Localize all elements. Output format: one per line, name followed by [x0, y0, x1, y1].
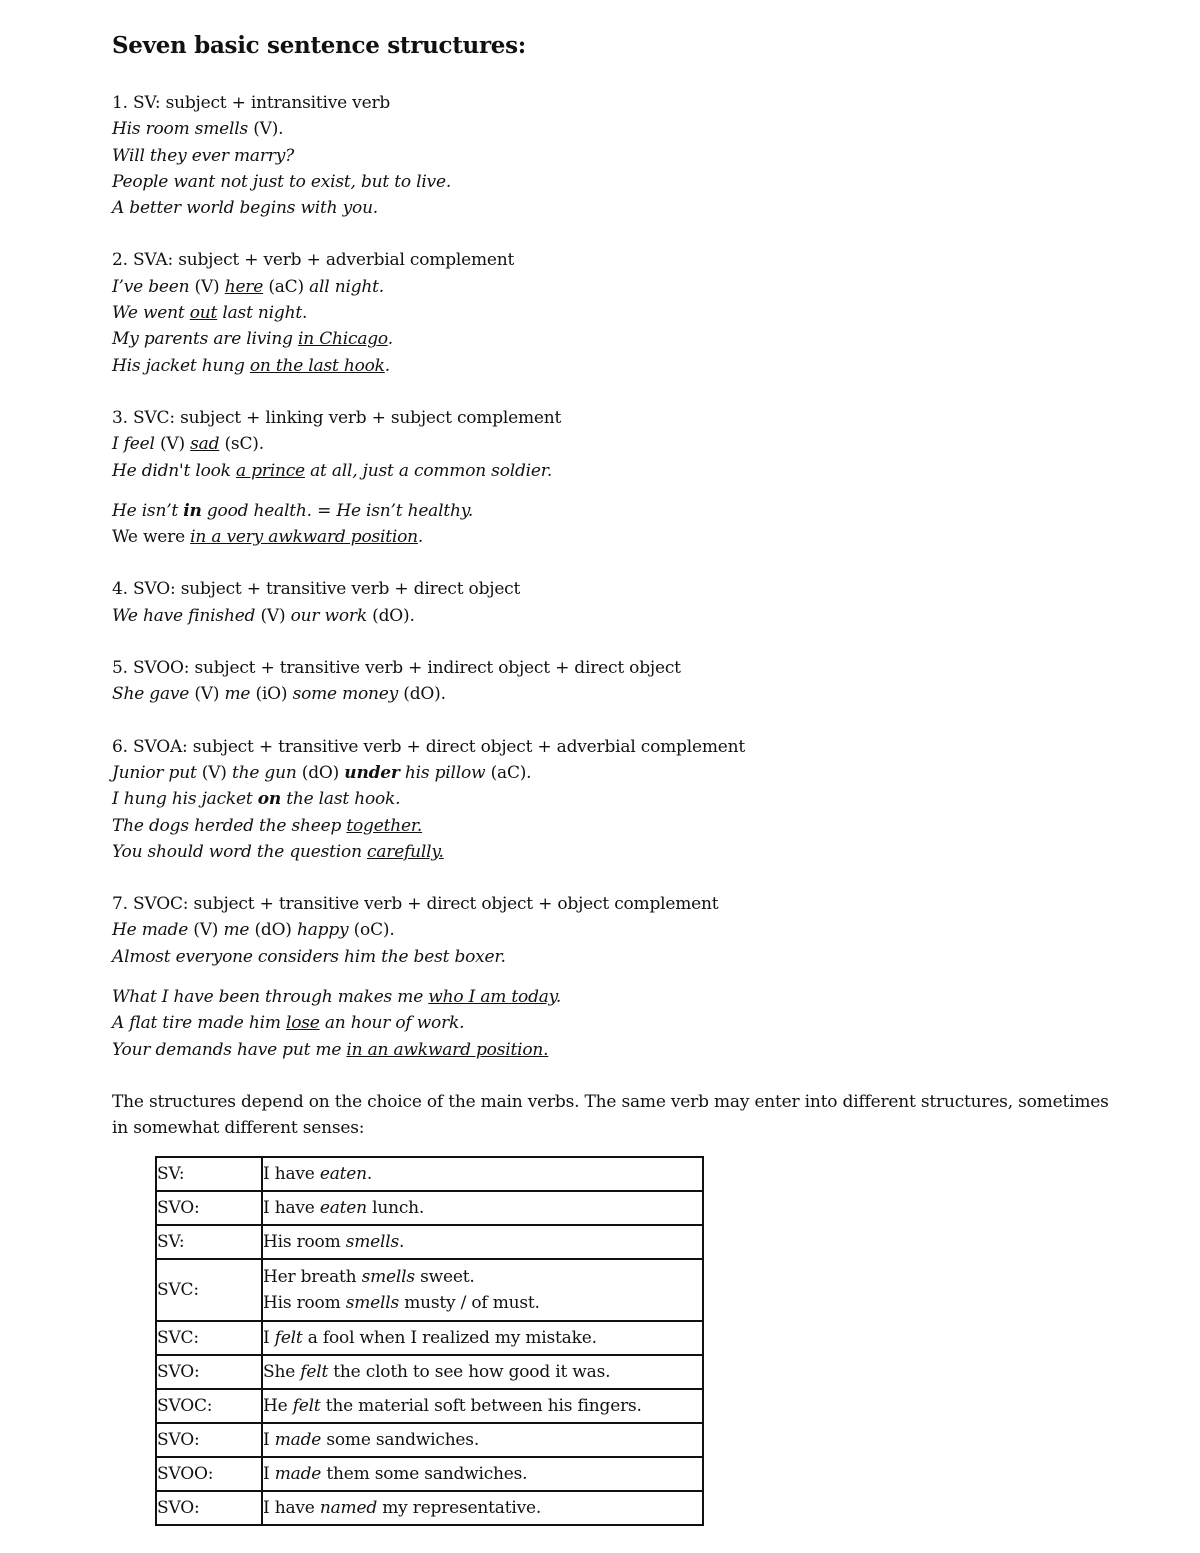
example-fragment: .: [555, 987, 562, 1008]
example-fragment: A flat tire made him: [112, 1013, 286, 1034]
structure-heading: 6. SVOA: subject + transitive verb + direct object + adverbial complement: [112, 736, 745, 757]
example-fragment: (oC).: [353, 920, 395, 941]
example-fragment: good health. = He isn’t healthy.: [201, 500, 474, 521]
example-fragment: (dO).: [372, 605, 415, 626]
example-fragment: A better world begins with you.: [112, 198, 379, 219]
cell-fragment: .: [399, 1231, 405, 1252]
example-sentence: [112, 944, 1112, 970]
cell-fragment: His room: [263, 1292, 346, 1313]
structure-section: [112, 405, 1112, 550]
example-fragment: (V): [201, 762, 232, 783]
example-cell: [262, 1191, 703, 1225]
example-fragment: last night.: [217, 303, 308, 324]
cell-fragment: eaten: [319, 1197, 367, 1218]
table-row: [156, 1355, 703, 1389]
example-fragment: here: [224, 276, 264, 297]
example-fragment: The dogs herded the sheep: [112, 815, 347, 836]
example-sentence: [112, 274, 1112, 300]
cell-fragment: made: [274, 1429, 322, 1450]
structure-section: [112, 90, 1112, 221]
example-sentence: [112, 143, 1112, 169]
example-cell: [262, 1157, 703, 1191]
example-sentence: [112, 760, 1112, 786]
cell-line: [263, 1229, 702, 1255]
example-fragment: .: [387, 329, 393, 350]
example-fragment: carefully.: [367, 841, 444, 862]
cell-fragment: some sandwiches.: [321, 1429, 480, 1450]
example-fragment: What I have been through makes me: [112, 987, 429, 1008]
example-sentence: [112, 839, 1112, 865]
structure-section: [112, 576, 1112, 629]
example-fragment: He isn’t: [112, 500, 184, 521]
example-fragment: (V): [260, 605, 291, 626]
table-row: [156, 1157, 703, 1191]
example-fragment: me: [224, 684, 256, 705]
example-fragment: (sC).: [219, 434, 264, 455]
example-cell: [262, 1389, 703, 1423]
example-sentence: [112, 431, 1112, 457]
example-fragment: .: [417, 527, 424, 548]
example-fragment: happy: [296, 920, 354, 941]
example-fragment: (iO): [255, 684, 293, 705]
table-row: [156, 1191, 703, 1225]
cell-fragment: I: [263, 1327, 275, 1348]
example-fragment: his pillow: [399, 762, 491, 783]
example-fragment: an hour of work.: [319, 1013, 465, 1034]
cell-fragment: smells: [345, 1292, 400, 1313]
cell-fragment: She: [263, 1361, 301, 1382]
document-title: Seven basic sentence structures:: [112, 32, 526, 59]
document-page: [112, 30, 1112, 1526]
example-cell: [262, 1457, 703, 1491]
example-gap: [112, 484, 1112, 498]
cell-fragment: .: [366, 1163, 373, 1184]
example-sentence: [112, 984, 1112, 1010]
example-fragment: You should word the question: [112, 841, 368, 862]
example-fragment: She gave: [112, 684, 195, 705]
example-fragment: People want not just to exist, but to live.: [112, 171, 452, 192]
example-fragment: in: [183, 500, 202, 521]
example-sentence: [112, 917, 1112, 943]
structure-heading: 3. SVC: subject + linking verb + subject complement: [112, 407, 562, 428]
cell-line: [263, 1393, 702, 1419]
example-fragment: His room smells: [112, 119, 249, 140]
structure-heading: 2. SVA: subject + verb + adverbial complement: [112, 250, 515, 271]
example-fragment: (dO).: [403, 684, 446, 705]
cell-fragment: my representative.: [377, 1497, 542, 1518]
example-fragment: Your demands have put me: [112, 1039, 347, 1060]
verb-structure-table: [155, 1156, 704, 1526]
example-fragment: (dO): [254, 920, 297, 941]
cell-fragment: felt: [274, 1327, 303, 1348]
table-row: [156, 1389, 703, 1423]
cell-fragment: felt: [300, 1361, 329, 1382]
example-fragment: on the last hook: [249, 355, 385, 376]
cell-fragment: sweet.: [414, 1266, 475, 1287]
cell-fragment: made: [274, 1463, 322, 1484]
example-sentence: [112, 300, 1112, 326]
example-fragment: We have finished: [112, 605, 261, 626]
example-cell: [262, 1423, 703, 1457]
example-sentence: [112, 786, 1112, 812]
example-fragment: (aC).: [490, 762, 532, 783]
cell-line: [263, 1359, 702, 1385]
example-fragment: I feel: [112, 434, 160, 455]
cell-fragment: the material soft between his fingers.: [320, 1395, 642, 1416]
structure-label-cell: SVO:: [156, 1423, 262, 1457]
example-sentence: [112, 326, 1112, 352]
cell-line: [263, 1427, 702, 1453]
example-sentence: [112, 813, 1112, 839]
example-fragment: .: [384, 355, 390, 376]
cell-fragment: named: [319, 1497, 378, 1518]
cell-fragment: He: [263, 1395, 293, 1416]
cell-fragment: I: [263, 1463, 275, 1484]
table-row: [156, 1457, 703, 1491]
structure-section: [112, 247, 1112, 378]
structure-heading: 4. SVO: subject + transitive verb + direct object: [112, 579, 521, 600]
example-fragment: the gun: [231, 762, 302, 783]
cell-fragment: lunch.: [366, 1197, 425, 1218]
structure-label-cell: SVOC:: [156, 1389, 262, 1423]
example-sentence: [112, 195, 1112, 221]
cell-fragment: eaten: [319, 1163, 367, 1184]
structure-heading: 7. SVOC: subject + transitive verb + direct object + object complement: [112, 894, 719, 915]
cell-fragment: smells: [361, 1266, 415, 1287]
cell-fragment: felt: [292, 1395, 321, 1416]
example-fragment: (V): [193, 920, 224, 941]
example-cell: [262, 1259, 703, 1321]
cell-fragment: I have: [263, 1197, 320, 1218]
structure-label-cell: SVO:: [156, 1191, 262, 1225]
example-fragment: He didn't look: [112, 460, 236, 481]
structure-section: [112, 734, 1112, 865]
example-sentence: [112, 681, 1112, 707]
table-row: [156, 1225, 703, 1259]
example-sentence: [112, 116, 1112, 142]
example-fragment: Almost everyone considers him the best boxer.: [112, 946, 506, 967]
structure-label-cell: SV:: [156, 1157, 262, 1191]
example-fragment: (V): [159, 434, 191, 455]
example-fragment: Junior put: [112, 762, 202, 783]
structure-label-cell: SV:: [156, 1225, 262, 1259]
example-fragment: all night.: [309, 276, 384, 297]
structure-heading: 1. SV: subject + intransitive verb: [112, 93, 391, 113]
example-fragment: My parents are living: [112, 329, 299, 350]
cell-fragment: them some sandwiches.: [321, 1463, 528, 1484]
example-fragment: (dO): [301, 762, 345, 783]
example-fragment: at all, just a common soldier.: [304, 460, 553, 481]
example-fragment: I’ve been: [112, 276, 195, 297]
example-fragment: We went: [112, 303, 190, 324]
table-row: [156, 1259, 703, 1321]
example-fragment: sad: [190, 434, 220, 455]
cell-fragment: I: [263, 1429, 275, 1450]
example-fragment: me: [223, 920, 255, 941]
cell-line: [263, 1461, 702, 1487]
structure-label-cell: SVC:: [156, 1259, 262, 1321]
example-sentence: [112, 603, 1112, 629]
example-fragment: I hung his jacket: [112, 789, 258, 810]
example-cell: [262, 1225, 703, 1259]
table-row: [156, 1491, 703, 1525]
example-sentence: [112, 1037, 1112, 1063]
sentence-structure-sections: [112, 90, 1112, 1063]
structure-label-cell: SVO:: [156, 1491, 262, 1525]
cell-line: [263, 1495, 702, 1521]
cell-line: [263, 1264, 702, 1290]
example-fragment: some money: [292, 684, 404, 705]
structures-paragraph: The structures depend on the choice of the main verbs. The same verb may enter into different structures, sometimes in somewhat different senses:: [112, 1091, 1109, 1139]
example-sentence: [112, 169, 1112, 195]
example-fragment: who I am today: [428, 987, 556, 1008]
structure-section: [112, 655, 1112, 708]
example-fragment: out: [189, 303, 218, 324]
example-cell: [262, 1355, 703, 1389]
example-fragment: in Chicago: [298, 329, 388, 350]
cell-line: [263, 1290, 702, 1316]
example-fragment: Will they ever marry?: [112, 145, 295, 166]
example-fragment: under: [344, 762, 400, 783]
cell-fragment: the cloth to see how good it was.: [328, 1361, 611, 1382]
example-fragment: together.: [346, 815, 423, 836]
example-fragment: (V): [194, 684, 225, 705]
structure-section: [112, 891, 1112, 1063]
example-fragment: in an awkward position.: [346, 1039, 549, 1060]
example-sentence: [112, 458, 1112, 484]
cell-fragment: Her breath: [263, 1266, 362, 1287]
example-fragment: in a very awkward position: [190, 527, 418, 548]
structure-heading: 5. SVOO: subject + transitive verb + indirect object + direct object: [112, 658, 681, 679]
example-gap: [112, 970, 1112, 984]
cell-line: [263, 1161, 702, 1187]
example-fragment: a prince: [235, 460, 305, 481]
example-fragment: We were: [112, 527, 191, 548]
example-sentence: [112, 498, 1112, 524]
example-sentence: [112, 1010, 1112, 1036]
example-sentence: [112, 524, 1112, 550]
example-cell: [262, 1491, 703, 1525]
example-fragment: (V).: [248, 119, 284, 140]
cell-fragment: His room: [263, 1231, 346, 1252]
example-fragment: (V): [194, 276, 225, 297]
example-fragment: (aC): [263, 276, 310, 297]
example-fragment: He made: [112, 920, 194, 941]
example-cell: [262, 1321, 703, 1355]
example-sentence: [112, 353, 1112, 379]
example-fragment: the last hook.: [281, 789, 401, 810]
example-fragment: His jacket hung: [112, 355, 250, 376]
cell-fragment: a fool when I realized my mistake.: [302, 1327, 597, 1348]
example-fragment: lose: [285, 1013, 320, 1034]
cell-line: [263, 1325, 702, 1351]
structure-label-cell: SVOO:: [156, 1457, 262, 1491]
example-fragment: our work: [290, 605, 373, 626]
table-row: [156, 1321, 703, 1355]
cell-fragment: I have: [263, 1497, 320, 1518]
structure-label-cell: SVC:: [156, 1321, 262, 1355]
structure-label-cell: SVO:: [156, 1355, 262, 1389]
cell-line: [263, 1195, 702, 1221]
cell-fragment: musty / of must.: [399, 1292, 540, 1313]
cell-fragment: I have: [263, 1163, 320, 1184]
table-row: [156, 1423, 703, 1457]
example-fragment: on: [257, 789, 282, 810]
cell-fragment: smells: [345, 1231, 400, 1252]
